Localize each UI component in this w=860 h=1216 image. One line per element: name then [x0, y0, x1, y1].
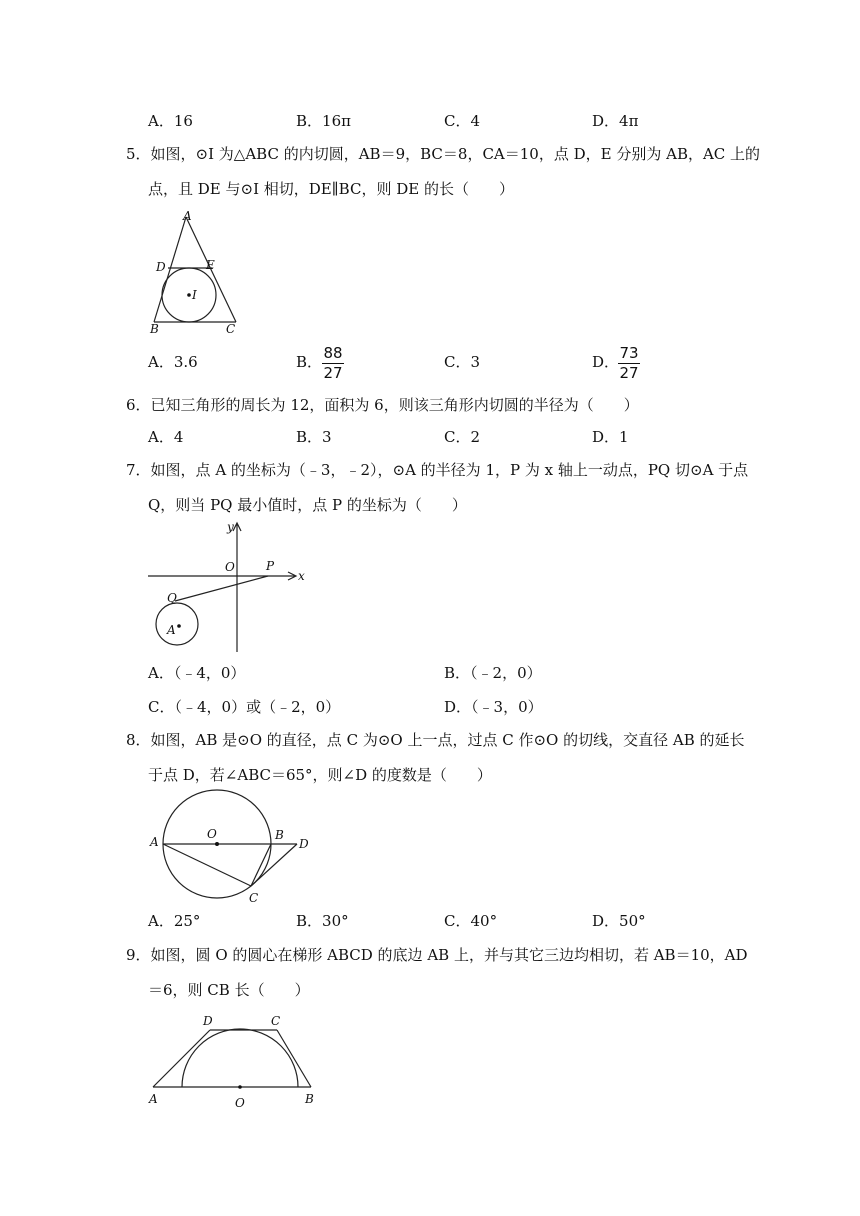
q8-stem-line1: 8．如图，AB 是⊙O 的直径，点 C 为⊙O 上一点，过点 C 作⊙O 的切线，交直径 AB 的延长: [126, 731, 745, 749]
q9-figure: [145, 1010, 325, 1110]
q4-option-d[interactable]: D．4π: [592, 112, 639, 130]
q5-option-b[interactable]: B．: [296, 353, 323, 371]
q5-label-c: C: [226, 322, 236, 336]
q9-label-o: O: [235, 1096, 245, 1110]
q9-semicircle-o: [182, 1029, 298, 1087]
q7-figure: [145, 518, 315, 658]
q8-option-d[interactable]: D．50°: [592, 912, 646, 930]
q8-chord-bc: [251, 844, 271, 886]
q6-option-b[interactable]: B．3: [296, 428, 332, 446]
q5-label-b: B: [150, 322, 159, 336]
q9-stem-line1: 9．如图，圆 O 的圆心在梯形 ABCD 的底边 AB 上，并与其它三边均相切，若 AB＝10，AD: [126, 946, 748, 964]
q9-stem-line2: ＝6，则 CB 长（ ）: [148, 981, 310, 999]
q6-option-a[interactable]: A．4: [148, 428, 184, 446]
q5-label-a: A: [183, 209, 192, 223]
q8-label-a: A: [150, 835, 159, 849]
q6-stem-line1: 6．已知三角形的周长为 12，面积为 6，则该三角形内切圆的半径为（ ）: [126, 396, 639, 414]
q5-option-b-fraction: 88 27: [323, 344, 343, 382]
q6-option-d[interactable]: D．1: [592, 428, 629, 446]
q4-option-b[interactable]: B．16π: [296, 112, 351, 130]
q9-side-cb: [277, 1030, 311, 1087]
q9-label-c: C: [271, 1014, 281, 1028]
q7-stem-line1: 7．如图，点 A 的坐标为（﹣3，﹣2），⊙A 的半径为 1，P 为 x 轴上一动点，PQ 切⊙A 于点: [126, 461, 749, 479]
q5-option-a[interactable]: A．3.6: [148, 353, 198, 371]
q8-option-a[interactable]: A．25°: [148, 912, 201, 930]
q7-label-o: O: [225, 560, 235, 574]
q7-option-a[interactable]: A．（﹣4，0）: [148, 664, 246, 682]
q9-label-b: B: [305, 1092, 314, 1106]
q5-option-d-fraction: 73 27: [619, 344, 639, 382]
q4-option-a[interactable]: A．16: [148, 112, 193, 130]
q7-circle-a: [156, 603, 198, 645]
q5-label-d: D: [156, 260, 166, 274]
q9-label-a: A: [149, 1092, 158, 1106]
q5-option-d[interactable]: D．: [592, 353, 620, 371]
q5-option-c[interactable]: C．3: [444, 353, 481, 371]
q8-label-o: O: [207, 827, 217, 841]
q8-label-c: C: [249, 891, 259, 905]
q8-stem-line2: 于点 D，若∠ABC＝65°，则∠D 的度数是（ ）: [148, 766, 492, 784]
q7-option-b[interactable]: B．（﹣2，0）: [444, 664, 542, 682]
q5-label-e: E: [206, 258, 215, 272]
q7-label-p: P: [266, 559, 275, 573]
q8-tangent-cd: [251, 844, 297, 886]
q8-label-d: D: [299, 837, 309, 851]
q7-label-y: y: [227, 520, 234, 534]
q5-stem-line2: 点，且 DE 与⊙I 相切，DE∥BC，则 DE 的长（ ）: [148, 180, 514, 198]
q8-option-b[interactable]: B．30°: [296, 912, 349, 930]
q5-figure: [140, 209, 260, 337]
q8-figure: [145, 790, 325, 905]
q5-stem-line1: 5．如图，⊙I 为△ABC 的内切圆，AB＝9，BC＝8，CA＝10，点 D，E 分别为 AB，AC 上的: [126, 145, 761, 163]
q4-option-c[interactable]: C．4: [444, 112, 481, 130]
q7-label-x: x: [298, 569, 305, 583]
q9-side-ad: [153, 1030, 210, 1087]
q8-option-c[interactable]: C．40°: [444, 912, 498, 930]
q7-option-c[interactable]: C．（﹣4，0）或（﹣2，0）: [148, 698, 341, 716]
q6-option-c[interactable]: C．2: [444, 428, 481, 446]
q7-point-a-dot: [177, 624, 181, 628]
q9-label-d: D: [203, 1014, 213, 1028]
q5-center-dot: [187, 293, 191, 297]
q8-center-dot: [215, 842, 219, 846]
q9-center-dot: [238, 1085, 242, 1089]
q7-label-a: A: [167, 623, 176, 637]
q7-stem-line2: Q，则当 PQ 最小值时，点 P 的坐标为（ ）: [148, 496, 467, 514]
q8-label-b: B: [275, 828, 284, 842]
q7-tangent-pq: [175, 576, 268, 601]
q5-label-i: I: [192, 288, 197, 302]
q7-label-q: Q: [167, 591, 177, 605]
q7-option-d[interactable]: D．（﹣3，0）: [444, 698, 543, 716]
